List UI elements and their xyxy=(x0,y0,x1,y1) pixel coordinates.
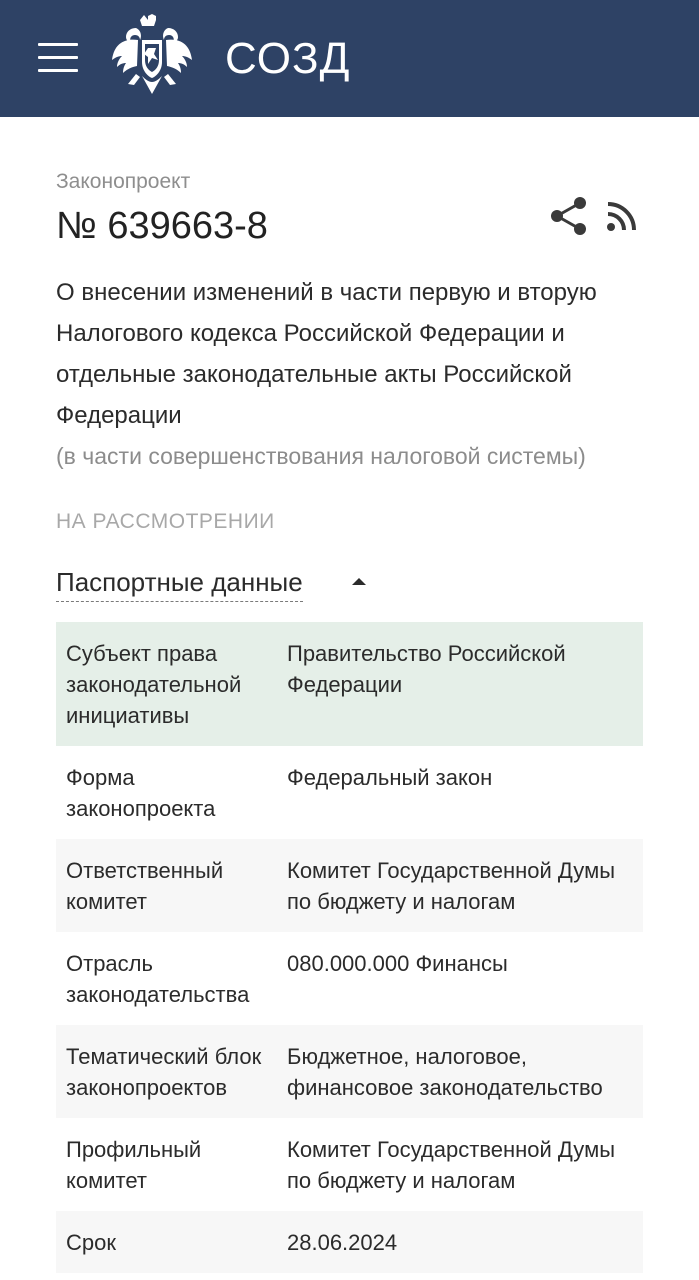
table-row xyxy=(56,932,643,1025)
document-type-label: Законопроект xyxy=(56,170,191,193)
hamburger-menu-icon[interactable] xyxy=(38,43,78,73)
coat-of-arms-icon[interactable] xyxy=(112,14,192,98)
rss-icon[interactable] xyxy=(606,200,638,232)
row-label: Субъект права законодательной инициативы xyxy=(66,641,242,728)
row-value: 28.06.2024 xyxy=(287,1230,398,1255)
table-row xyxy=(56,1118,643,1211)
table-row xyxy=(56,1025,643,1118)
app-brand-title[interactable]: СОЗД xyxy=(225,34,351,83)
status-label: НА РАССМОТРЕНИИ xyxy=(56,510,275,533)
table-row xyxy=(56,746,643,839)
row-label: Профильный комитет xyxy=(66,1137,202,1193)
passport-data-toggle[interactable] xyxy=(56,564,303,602)
passport-data-label[interactable]: Паспортные данные xyxy=(56,564,303,602)
row-label: Форма законопроекта xyxy=(66,765,216,821)
caret-up-icon[interactable] xyxy=(352,578,366,585)
row-value: 080.000.000 Финансы xyxy=(287,951,508,976)
bill-number: № 639663-8 xyxy=(56,205,268,247)
row-label: Отрасль законодательства xyxy=(66,951,250,1007)
row-value: Федеральный закон xyxy=(287,765,493,790)
passport-data-table xyxy=(56,622,643,1273)
table-row xyxy=(56,1211,643,1273)
bill-title: О внесении изменений в части первую и вторую Налогового кодекса Российской Федерации и отдельные законодательные акты Российской Федерации xyxy=(56,279,597,429)
row-value: Правительство Российской Федерации xyxy=(287,641,566,697)
row-value: Комитет Государственной Думы по бюджету и налогам xyxy=(287,1137,616,1193)
bill-subtitle: (в части совершенствования налоговой системы) xyxy=(56,443,586,469)
row-label: Тематический блок законопроектов xyxy=(66,1044,262,1100)
row-label: Срок xyxy=(66,1230,116,1255)
row-label: Ответственный комитет xyxy=(66,858,224,914)
row-value: Комитет Государственной Думы по бюджету и налогам xyxy=(287,858,616,914)
row-value: Бюджетное, налоговое, финансовое законодательство xyxy=(287,1044,603,1100)
share-icon[interactable] xyxy=(550,196,588,236)
table-row xyxy=(56,839,643,932)
table-row xyxy=(56,622,643,746)
app-header xyxy=(0,0,699,117)
